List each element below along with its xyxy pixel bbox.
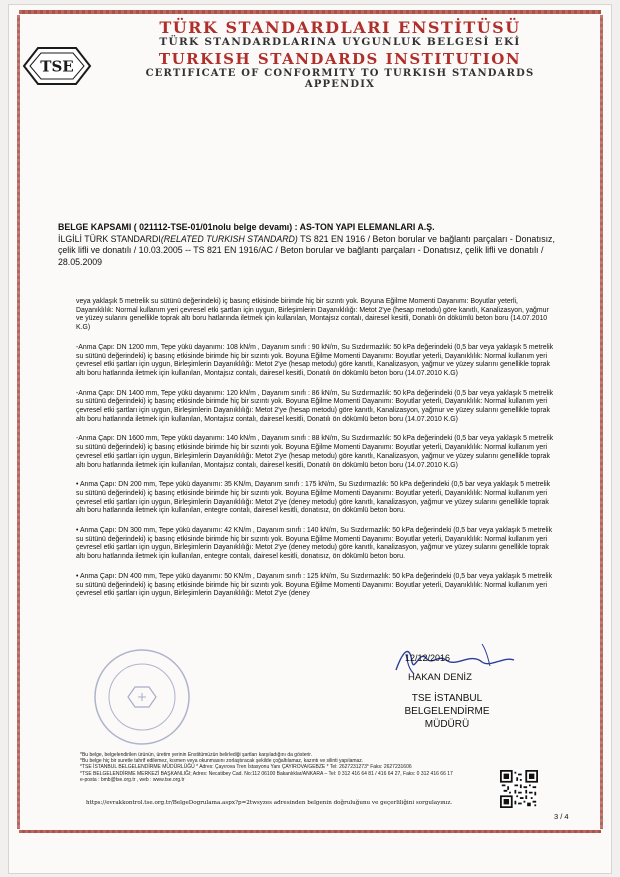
footer-note: *Bu belge hiç bir suretle tahrif edilemez, kısmen veya okunmasını zorlaştıracak şekilde çoğaltılamaz, kazıntı ve silinti yapılamaz. <box>80 758 364 765</box>
tse-logo <box>22 46 92 86</box>
footer-note: *TSE BELGELENDİRME MERKEZİ BAŞKANLIĞI; Adres: Necatibey Cad. No:112 06100 Bakanlıklar/ANKARA – Tel: 0 312 416 64 81 / 416 64 27, Faks: 0 312 416 66 17 <box>80 770 453 777</box>
related-standards: TS 821 EN 1916 / Beton borular ve bağlantı parçaları - Donatısız, çelik lifli ve donatılı / 10.03.2005 -- TS 821 EN 1916/AC / Beton borular ve bağlantı parçaları - Donatısız, çelik lifli ve donatılı / 28.05.2009 <box>58 233 555 267</box>
footer-note: *Bu belge, belgelendirilen ürünün, üretim yerinin Enstitümüzün belirlediği şartları karşıladığını da gösterir. <box>80 752 313 758</box>
certificate-body <box>76 298 554 610</box>
logo-text: TSE <box>40 57 74 76</box>
qr-code-icon <box>500 770 538 808</box>
subtitle-en: CERTIFICATE OF CONFORMITY TO TURKISH STANDARDS APPENDIX <box>145 68 535 90</box>
top-border <box>19 10 601 14</box>
scope-paragraph: • Anma Çapı: DN 200 mm, Tepe yükü dayanımı: 35 KN/m, Dayanım sınıfı : 175 kN/m, Su Sızdırmazlık: 50 kPa değerindeki (0,5 bar veya yaklaşık 5 metrelik su sütünü değerindeki) iç basınç etkisinde birimde hiç bir sızıntı yok. Boyuna Eğilme Momenti Dayanımı: Boyutlar yeterli, Dayanıklılık: Normal kullanım yeri çevresel etki şartları için uygun, Birleşimlerin Dayanıklılığı: Metot 2'ye (deney metodu) göre kanıtlı, kanalizasyon, yağmur ve yüzey sularını genellikle toprak altı boru hatlarında iletmek için kullanılan, entegre contalı, dairesel kesitli, donatısız, ön dökümlü beton boru. <box>76 481 551 515</box>
title-tr: TÜRK STANDARDLARI ENSTİTÜSÜ <box>159 18 521 37</box>
title-en: TURKISH STANDARDS INSTITUTION <box>158 50 522 68</box>
footer-note: e-posta : bmb@tse.org.tr , web : www.tse.org.tr <box>80 776 185 783</box>
office-line-1: TSE İSTANBUL BELGELENDİRME <box>404 693 490 717</box>
verification-link[interactable]: https://evrakkontrol.tse.org.tr/BelgeDogrulama.aspx?p=2twsyzes adresinden belgenin doğruluğunu ve geçerliliğini sorgulayınız. <box>86 800 453 806</box>
scope-paragraph: veya yaklaşık 5 metrelik su sütünü değerindeki) iç basınç etkisinde birimde hiç bir sızıntı yok. Boyuna Eğilme Momenti Dayanımı: Boyutlar yeterli, Dayanıklılık: Normal kullanım yeri çevresel etki şartları için uygun, Birleşimlerin Dayanıklılığı: Metot 2'ye (hesap metodu) göre kanıtlı, Kanalizasyon, yağmur ve yüzey sularını genellikle toprak altı boru hatlarında iletmek için kullanılan, Montajsız contalı, dairesel kesitli, Donatılı ön dökümlü beton boru (14.07.2010 K.G) <box>76 298 549 332</box>
scope-paragraph: -Anma Çapı: DN 1200 mm, Tepe yükü dayanımı: 108 kN/m , Dayanım sınıfı : 90 kN/m, Su Sızdırmazlık: 50 kPa değerindeki (0,5 bar veya yaklaşık 5 metrelik su sütünü değerindeki) iç basınç etkisinde birimde hiç bir sızıntı yok. Boyuna Eğilme Momenti Dayanımı: Boyutlar yeterli, Dayanıklılık: Normal kullanım yeri çevresel etki şartları için uygun, Birleşimlerin Dayanıklılığı: Metot 2'ye (hesap metodu) göre kanıtlı, Kanalizasyon, yağmur ve yüzey sularını genellikle toprak altı boru hatlarında iletmek için kullanılan, Montajsız contalı, dairesel kesitli, Donatılı ön dökümlü beton boru (14.07.2010 K.G) <box>76 343 554 377</box>
left-border <box>17 15 20 829</box>
scope-paragraph: -Anma Çapı: DN 1400 mm, Tepe yükü dayanımı: 120 kN/m , Dayanım sınıfı : 86 kN/m, Su Sızdırmazlık: 50 kPa değerindeki (0,5 bar veya yaklaşık 5 metrelik su sütünü değerindeki) iç basınç etkisinde birimde hiç bir sızıntı yok. Boyuna Eğilme Momenti Dayanımı: Boyutlar yeterli, Dayanıklılık: Normal kullanım yeri çevresel etki şartları için uygun, Birleşimlerin Dayanıklılığı: Metot 2'ye (hesap metodu) göre kanıtlı, Kanalizasyon, yağmur ve yüzey sularını genellikle toprak altı boru hatlarında iletmek için kullanılan, Montajsız contalı, dairesel kesitli, Donatılı ön dökümlü beton boru (14.07.2010 K.G) <box>76 389 554 423</box>
footer-notes <box>80 752 550 783</box>
right-border <box>600 15 603 829</box>
related-standard-label-en: (RELATED TURKISH STANDARD) <box>160 233 298 244</box>
page-number: 3 / 4 <box>554 812 569 821</box>
office-line-2: MÜDÜRÜ <box>424 719 470 730</box>
signature-date: 12/12/2016 <box>405 653 451 663</box>
signer-name: HAKAN DENİZ <box>408 672 472 683</box>
certificate-scope <box>58 222 568 268</box>
subtitle-tr: TÜRK STANDARDLARINA UYGUNLUK BELGESİ EKİ <box>159 36 521 48</box>
bottom-border <box>19 830 601 833</box>
scope-paragraph: • Anma Çapı: DN 400 mm, Tepe yükü dayanımı: 50 KN/m , Dayanım sınıfı : 125 kN/m, Su Sızdırmazlık: 50 kPa değerindeki (0,5 bar veya yaklaşık 5 metrelik su sütünü değerindeki) iç basınç etkisinde birimde hiç bir sızıntı yok. Boyuna Eğilme Momenti Dayanımı: Boyutlar yeterli, Dayanıklılık: Normal kullanım yeri çevresel etki şartları için uygun, Birleşimlerin Dayanıklılığı: Metot 2'ye (deney <box>76 572 553 598</box>
related-standard-label: İLGİLİ TÜRK STANDARDI <box>58 233 161 244</box>
scope-heading: BELGE KAPSAMI ( 021112-TSE-01/01nolu belge devamı) : AS-TON YAPI ELEMANLARI A.Ş. <box>58 222 435 232</box>
scope-paragraph: • Anma Çapı: DN 300 mm, Tepe yükü dayanımı: 42 KN/m , Dayanım sınıfı : 140 kN/m, Su Sızdırmazlık: 50 kPa değerindeki (0,5 bar veya yaklaşık 5 metrelik su sütünü değerindeki) iç basınç etkisinde birimde hiç bir sızıntı yok. Boyuna Eğilme Momenti Dayanımı: Boyutlar yeterli, Dayanıklılık: Normal kullanım yeri çevresel etki şartları için uygun, Birleşimlerin Dayanıklılığı: Metot 2'ye (deney metodu) göre kanıtlı, kanalizasyon, yağmur ve yüzey sularını genellikle toprak altı boru hatlarında iletmek için kullanılan, entegre contalı, dairesel kesitli, donatısız, ön dökümlü beton boru. <box>76 527 553 561</box>
footer-note: *TSE İSTANBUL BELGELENDİRME MÜDÜRLÜĞÜ * Adres: Çayırova Tren İstasyonu Yanı ÇAYIROVA/GEBZE * Tel: 2627231273* Faks: 2627231606 <box>80 764 412 771</box>
scope-paragraph: -Anma Çapı: DN 1600 mm, Tepe yükü dayanımı: 140 kN/m , Dayanım sınıfı : 88 kN/m, Su Sızdırmazlık: 50 kPa değerindeki (0,5 bar veya yaklaşık 5 metrelik su sütünü değerindeki) iç basınç etkisinde birimde hiç bir sızıntı yok. Boyuna Eğilme Momenti Dayanımı: Boyutlar yeterli, Dayanıklılık: Normal kullanım yeri çevresel etki şartları için uygun, Birleşimlerin Dayanıklılığı: Metot 2'ye (hesap metodu) göre kanıtlı, Kanalizasyon, yağmur ve yüzey sularını genellikle toprak altı boru hatlarında iletmek için kullanılan, Montajsız contalı, dairesel kesitli, Donatılı ön dökümlü beton boru (14.07.2010 K.G) <box>76 435 554 469</box>
official-seal <box>92 647 192 747</box>
signer-office <box>372 692 522 731</box>
